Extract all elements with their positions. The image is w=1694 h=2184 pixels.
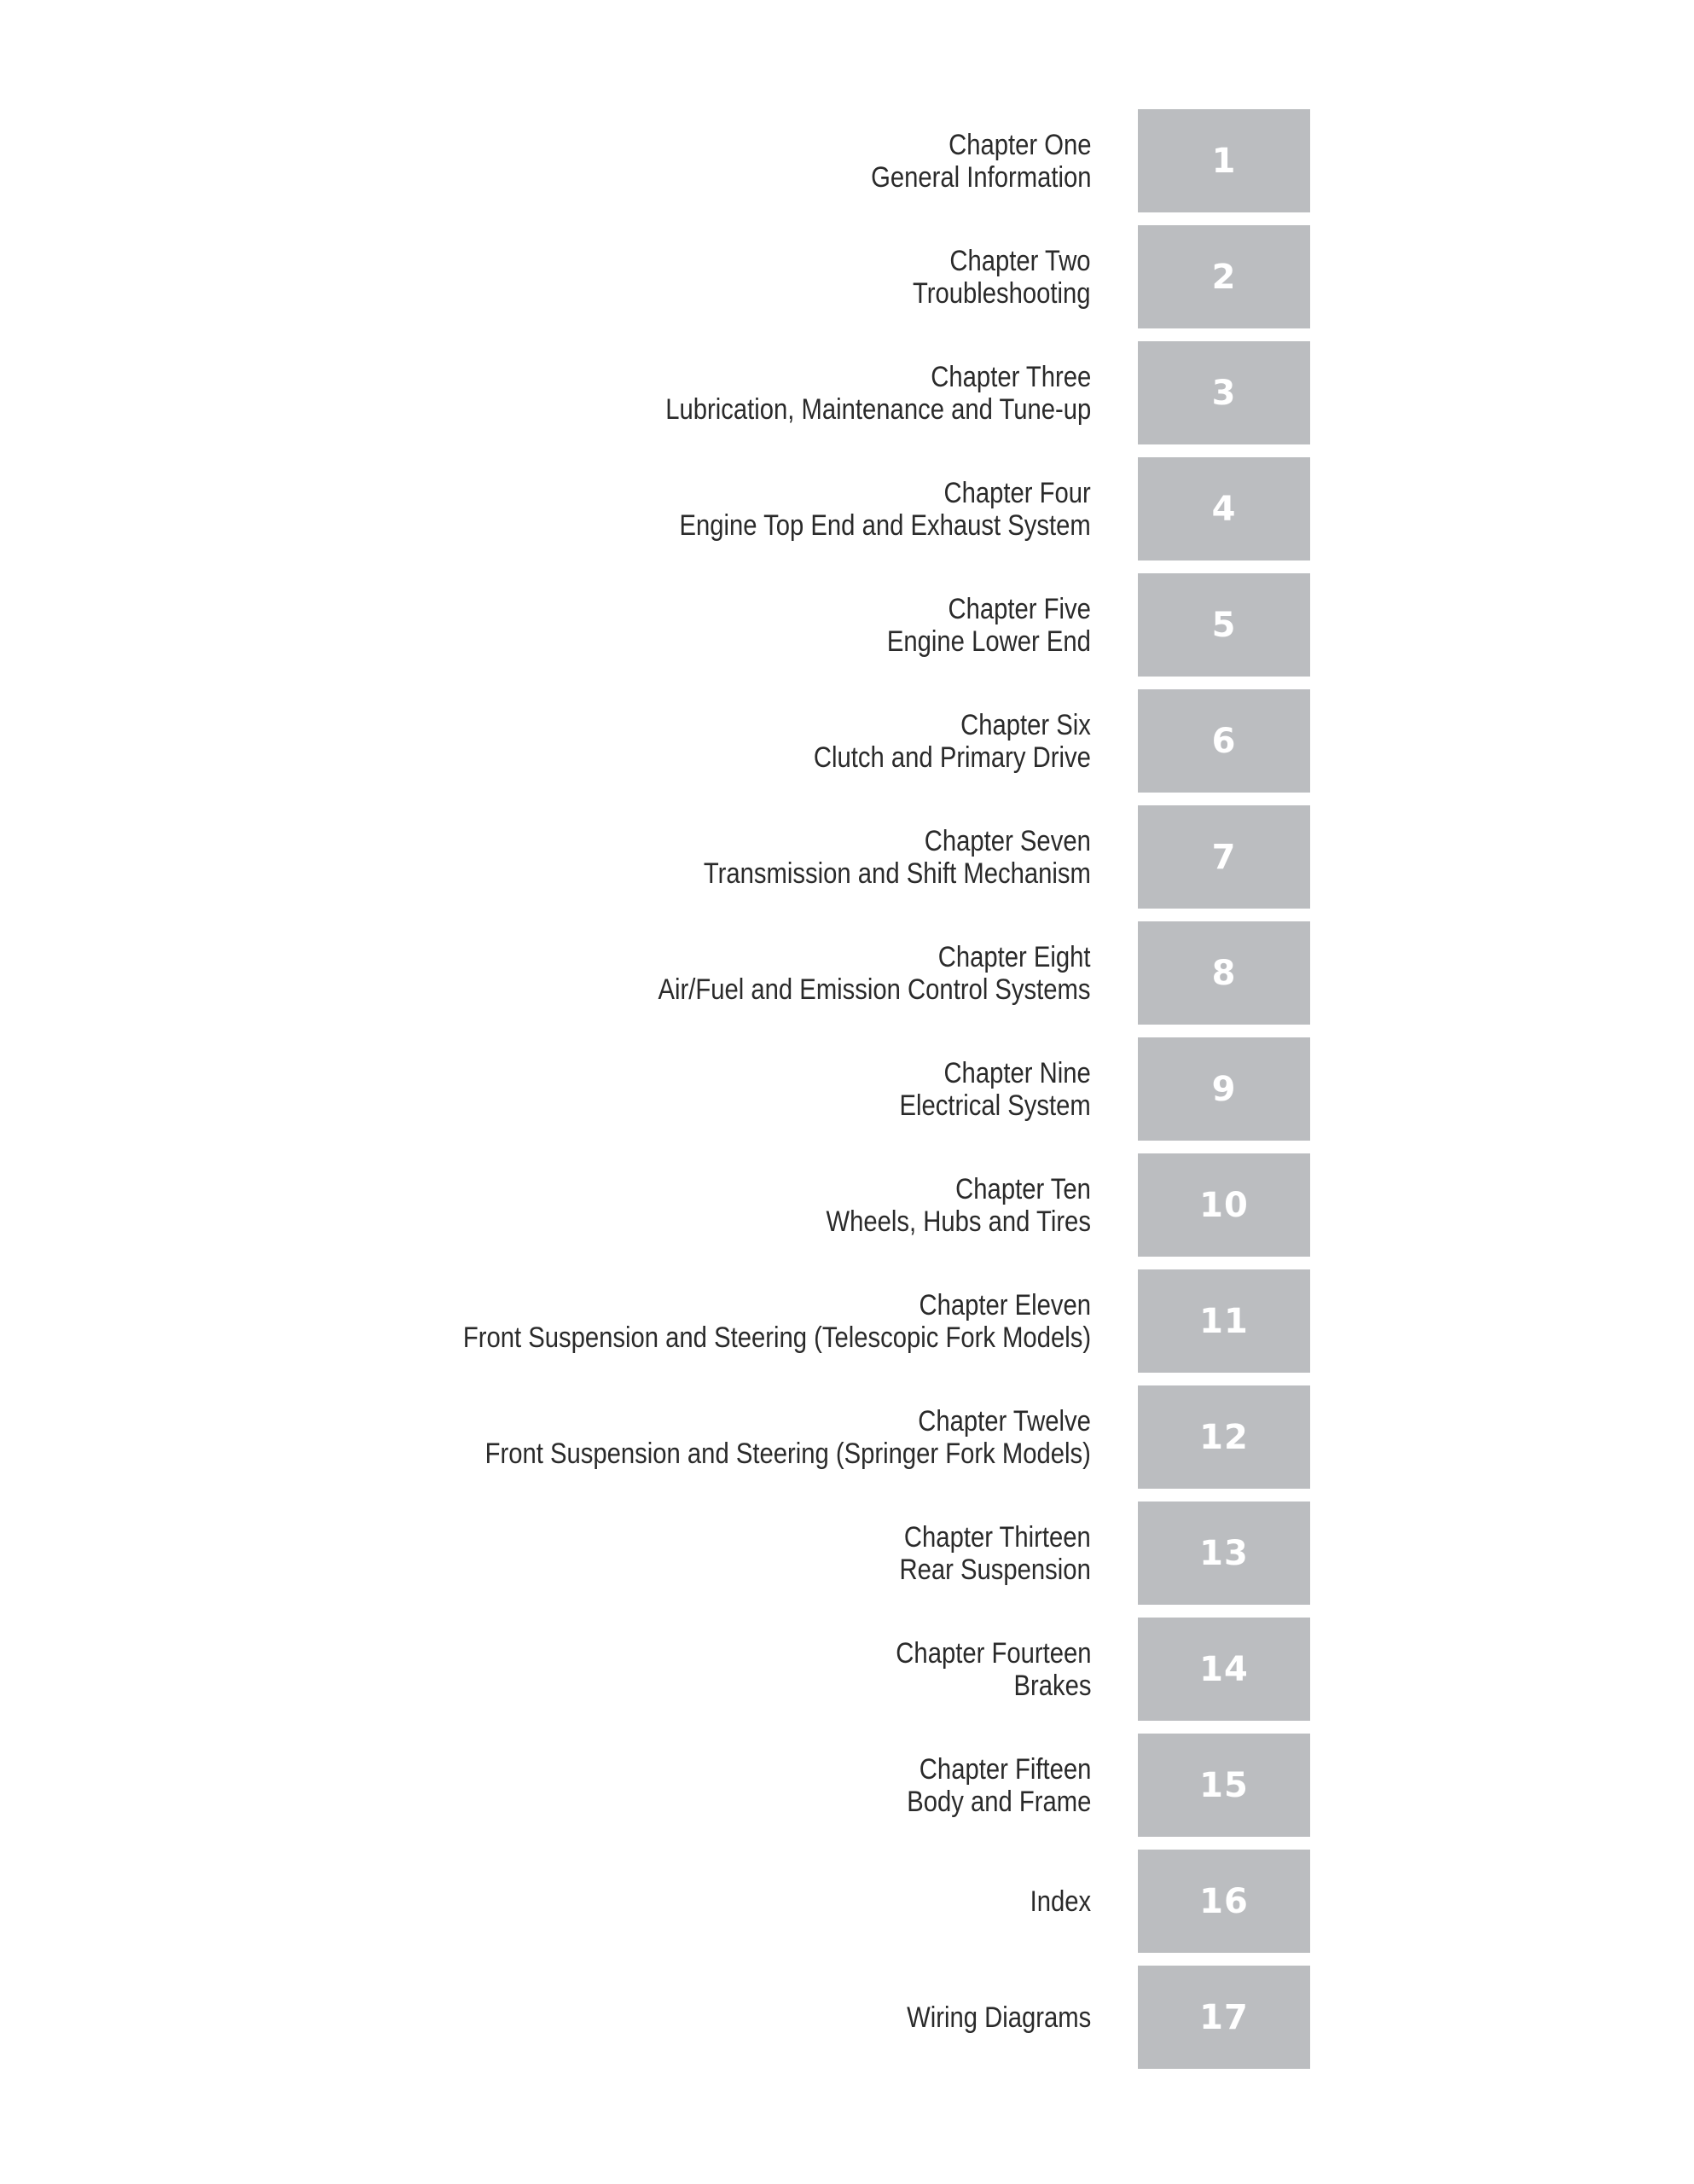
chapter-title: Engine Lower End bbox=[887, 624, 1091, 658]
chapter-tab[interactable] bbox=[1138, 1502, 1310, 1605]
chapter-tab[interactable] bbox=[1138, 1385, 1310, 1489]
toc-entry-17[interactable] bbox=[0, 1966, 1694, 2082]
chapter-title: Body and Frame bbox=[906, 1785, 1091, 1818]
chapter-tab[interactable] bbox=[1138, 805, 1310, 909]
toc-entry-text bbox=[680, 457, 1091, 561]
toc-entry-3[interactable] bbox=[0, 341, 1694, 457]
chapter-tab[interactable] bbox=[1138, 1153, 1310, 1257]
chapter-label: Chapter Twelve bbox=[918, 1404, 1091, 1438]
toc-entry-10[interactable] bbox=[0, 1153, 1694, 1269]
chapter-number: 16 bbox=[1199, 1881, 1249, 1921]
toc-entry-text bbox=[814, 689, 1091, 793]
chapter-label: Chapter Eleven bbox=[919, 1288, 1091, 1321]
toc-entry-5[interactable] bbox=[0, 573, 1694, 689]
section-title: Wiring Diagrams bbox=[906, 2001, 1091, 2034]
toc-entry-text bbox=[485, 1385, 1091, 1489]
toc-entry-text bbox=[900, 1037, 1091, 1141]
chapter-title: Brakes bbox=[1012, 1669, 1091, 1702]
toc-entry-text bbox=[887, 573, 1091, 677]
toc-entry-text bbox=[658, 921, 1091, 1025]
table-of-contents bbox=[0, 109, 1694, 2082]
chapter-label: Chapter Fourteen bbox=[895, 1636, 1091, 1670]
chapter-tab[interactable] bbox=[1138, 1618, 1310, 1721]
chapter-number: 4 bbox=[1211, 489, 1237, 529]
chapter-title: Front Suspension and Steering (Telescopic Fork Models) bbox=[462, 1321, 1091, 1354]
chapter-label: Chapter Five bbox=[948, 592, 1091, 625]
chapter-label: Chapter Two bbox=[949, 244, 1091, 277]
chapter-tab[interactable] bbox=[1138, 1734, 1310, 1837]
chapter-number: 6 bbox=[1211, 721, 1237, 761]
chapter-title: Transmission and Shift Mechanism bbox=[704, 857, 1091, 890]
chapter-label: Chapter Three bbox=[930, 360, 1091, 393]
chapter-title: Electrical System bbox=[899, 1089, 1091, 1122]
toc-entry-15[interactable] bbox=[0, 1734, 1694, 1850]
toc-entry-1[interactable] bbox=[0, 109, 1694, 225]
chapter-tab[interactable] bbox=[1138, 573, 1310, 677]
chapter-title: Air/Fuel and Emission Control Systems bbox=[658, 973, 1091, 1006]
chapter-number: 14 bbox=[1199, 1649, 1249, 1689]
chapter-tab[interactable] bbox=[1138, 1037, 1310, 1141]
chapter-label: Chapter Thirteen bbox=[904, 1520, 1091, 1554]
chapter-number: 1 bbox=[1211, 141, 1237, 181]
toc-entry-11[interactable] bbox=[0, 1269, 1694, 1385]
toc-entry-4[interactable] bbox=[0, 457, 1694, 573]
chapter-title: Troubleshooting bbox=[913, 276, 1091, 310]
toc-entry-text bbox=[907, 1734, 1091, 1837]
toc-entry-text bbox=[907, 1966, 1091, 2069]
chapter-label: Chapter Fifteen bbox=[919, 1752, 1091, 1786]
chapter-title: Lubrication, Maintenance and Tune-up bbox=[664, 392, 1091, 426]
chapter-number: 8 bbox=[1211, 953, 1237, 993]
toc-entry-text bbox=[913, 225, 1091, 328]
toc-entry-text bbox=[665, 341, 1091, 444]
toc-entry-12[interactable] bbox=[0, 1385, 1694, 1502]
chapter-number: 17 bbox=[1199, 1997, 1249, 2037]
chapter-number: 9 bbox=[1211, 1069, 1237, 1109]
chapter-number: 2 bbox=[1211, 257, 1237, 297]
chapter-tab[interactable] bbox=[1138, 921, 1310, 1025]
toc-entry-16[interactable] bbox=[0, 1850, 1694, 1966]
toc-entry-text bbox=[871, 109, 1091, 212]
toc-entry-text bbox=[827, 1153, 1091, 1257]
chapter-title: Rear Suspension bbox=[899, 1553, 1091, 1586]
chapter-number: 7 bbox=[1211, 837, 1237, 877]
chapter-number: 11 bbox=[1199, 1301, 1249, 1341]
toc-entry-13[interactable] bbox=[0, 1502, 1694, 1618]
chapter-label: Chapter One bbox=[948, 128, 1091, 161]
chapter-label: Chapter Ten bbox=[955, 1172, 1091, 1205]
toc-entry-8[interactable] bbox=[0, 921, 1694, 1037]
toc-entry-text bbox=[900, 1502, 1091, 1605]
chapter-label: Chapter Eight bbox=[938, 940, 1091, 973]
toc-entry-2[interactable] bbox=[0, 225, 1694, 341]
chapter-label: Chapter Nine bbox=[943, 1056, 1091, 1089]
chapter-number: 5 bbox=[1211, 605, 1237, 645]
toc-entry-text bbox=[704, 805, 1091, 909]
chapter-label: Chapter Four bbox=[943, 476, 1091, 509]
chapter-tab[interactable] bbox=[1138, 457, 1310, 561]
chapter-title: General Information bbox=[870, 160, 1091, 194]
toc-entry-9[interactable] bbox=[0, 1037, 1694, 1153]
chapter-tab[interactable] bbox=[1138, 1966, 1310, 2069]
chapter-tab[interactable] bbox=[1138, 689, 1310, 793]
chapter-title: Clutch and Primary Drive bbox=[814, 741, 1091, 774]
toc-entry-14[interactable] bbox=[0, 1618, 1694, 1734]
chapter-title: Wheels, Hubs and Tires bbox=[826, 1205, 1091, 1238]
chapter-tab[interactable] bbox=[1138, 1850, 1310, 1953]
chapter-number: 13 bbox=[1199, 1533, 1249, 1573]
chapter-tab[interactable] bbox=[1138, 1269, 1310, 1373]
toc-entry-7[interactable] bbox=[0, 805, 1694, 921]
chapter-number: 10 bbox=[1199, 1185, 1249, 1225]
chapter-title: Front Suspension and Steering (Springer Fork Models) bbox=[484, 1437, 1091, 1470]
chapter-number: 12 bbox=[1199, 1417, 1249, 1457]
toc-entry-text bbox=[896, 1618, 1091, 1721]
chapter-number: 3 bbox=[1211, 373, 1237, 413]
toc-entry-6[interactable] bbox=[0, 689, 1694, 805]
toc-entry-text bbox=[1030, 1850, 1091, 1953]
chapter-title: Engine Top End and Exhaust System bbox=[679, 508, 1091, 542]
chapter-label: Chapter Six bbox=[960, 708, 1091, 741]
chapter-number: 15 bbox=[1199, 1765, 1249, 1805]
chapter-tab[interactable] bbox=[1138, 341, 1310, 444]
chapter-tab[interactable] bbox=[1138, 109, 1310, 212]
chapter-label: Chapter Seven bbox=[924, 824, 1091, 857]
toc-entry-text bbox=[463, 1269, 1091, 1373]
section-title: Index bbox=[1030, 1885, 1091, 1918]
chapter-tab[interactable] bbox=[1138, 225, 1310, 328]
